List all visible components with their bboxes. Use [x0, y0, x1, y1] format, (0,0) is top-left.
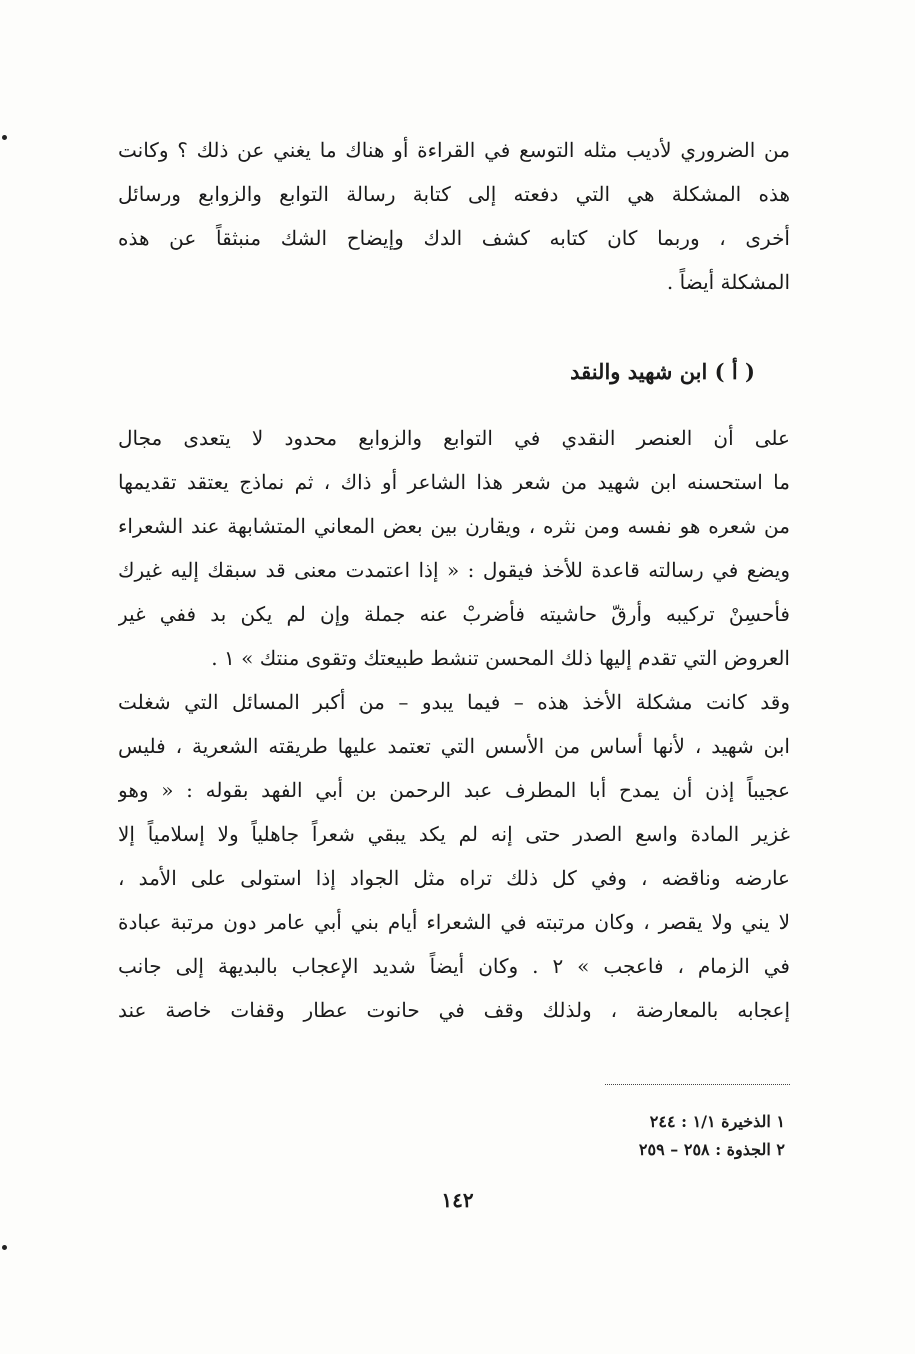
text-line: عجيباً إذن أن يمدح أبا المطرف عبد الرحمن بن أبي الفهد بقوله : « وهو: [118, 778, 790, 802]
footnote-2: ٢ الجذوة : ٢٥٨ – ٢٥٩: [638, 1140, 785, 1159]
text-line: أخرى ، وربما كان كتابه كشف الدك وإيضاح الشك منبثقاً عن هذه: [118, 226, 790, 250]
footnotes: [639, 1108, 785, 1164]
body-paragraph: [118, 416, 790, 1032]
text-line: ويضع في رسالته قاعدة للأخذ فيقول : « إذا اعتمدت معنى قد سبقك إليه غيرك: [118, 558, 790, 582]
intro-paragraph: [118, 128, 790, 304]
scan-mark-top: [2, 135, 7, 140]
text-line: هذه المشكلة هي التي دفعته إلى كتابة رسالة التوابع والزوابع ورسائل: [118, 182, 790, 206]
scan-mark-bottom: [2, 1245, 7, 1250]
footnote-divider: [605, 1084, 790, 1085]
text-line: عارضه وناقضه ، وفي كل ذلك تراه مثل الجواد إذا استولى على الأمد ،: [118, 866, 790, 890]
text-line: غزير المادة واسع الصدر حتى إنه لم يكد يبقي شعراً جاهلياً ولا إسلامياً إلا: [118, 822, 790, 846]
text-line: إعجابه بالمعارضة ، ولذلك وقف في حانوت عطار وقفات خاصة عند: [118, 998, 790, 1022]
text-line: ما استحسنه ابن شهيد من شعر هذا الشاعر أو ذاك ، ثم نماذج يعتقد تقديمها: [118, 470, 790, 494]
text-line: على أن العنصر النقدي في التوابع والزوابع محدود لا يتعدى مجال: [118, 426, 790, 450]
page-number: ١٤٢: [441, 1188, 474, 1212]
text-line: من شعره هو نفسه ومن نثره ، ويقارن بين بعض المعاني المتشابهة عند الشعراء: [118, 514, 790, 538]
text-line: فأحسِنْ تركيبه وأرقّ حاشيته فأضربْ عنه جملة وإن لم يكن بد ففي غير: [118, 602, 790, 626]
text-line: لا يني ولا يقصر ، وكان مرتبته في الشعراء أيام بني أبي عامر دون مرتبة عبادة: [118, 910, 790, 934]
text-line: من الضروري لأديب مثله التوسع في القراءة أو هناك ما يغني عن ذلك ؟ وكانت: [118, 138, 790, 162]
text-line: وقد كانت مشكلة الأخذ هذه – فيما يبدو – من أكبر المسائل التي شغلت: [118, 690, 790, 714]
text-line: المشكلة أيضاً .: [666, 270, 790, 294]
text-line: العروض التي تقدم إليها ذلك المحسن تنشط طبيعتك وتقوى منتك » ١ .: [211, 646, 790, 670]
section-heading: ( أ ) ابن شهيد والنقد: [570, 359, 755, 384]
text-line: ابن شهيد ، لأنها أساس من الأسس التي تعتمد عليها طريقته الشعرية ، فليس: [118, 734, 790, 758]
text-line: في الزمام ، فاعجب » ٢ . وكان أيضاً شديد الإعجاب بالبديهة إلى جانب: [118, 954, 790, 978]
footnote-1: ١ الذخيرة ١/١ : ٢٤٤: [649, 1112, 785, 1131]
